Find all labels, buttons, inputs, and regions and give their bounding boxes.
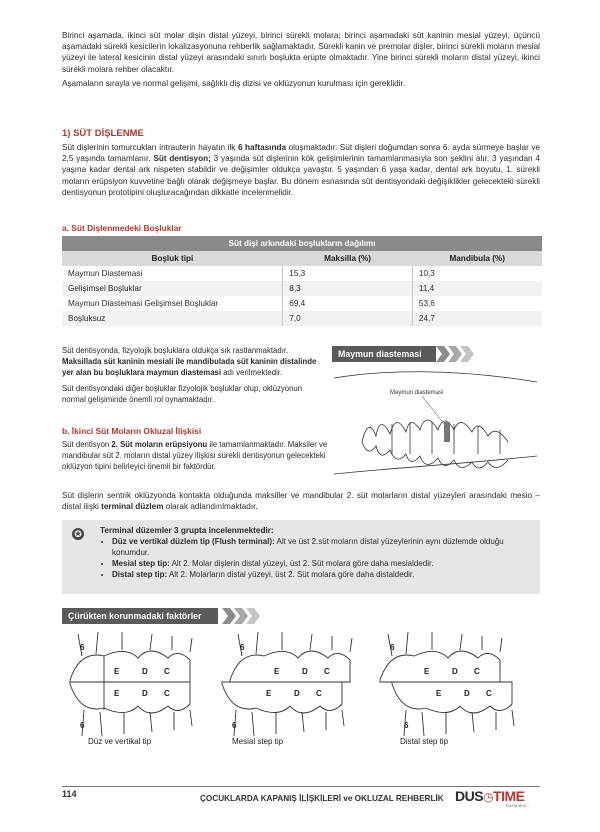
star-icon: ✪ — [72, 528, 84, 540]
tooth-label: D — [302, 667, 308, 676]
note-term: Distal step tip: — [112, 570, 168, 579]
tooth-label: 6 — [390, 643, 395, 652]
maymun-diastema-figure — [332, 364, 540, 482]
footer-divider — [62, 786, 540, 787]
section-heading: 1) SÜT DİŞLENME — [62, 128, 144, 139]
side-tail: adı verilmektedir. — [221, 367, 283, 377]
tooth-label: 6 — [232, 721, 237, 730]
tooth-label: E — [424, 667, 430, 676]
text-d: Süt dentisyon; — [153, 154, 211, 164]
side-text-1 — [62, 346, 324, 406]
table-cell: 24,7 — [412, 311, 542, 326]
logo-tagline: Kazandırır... — [506, 803, 531, 808]
note-desc: Alt 2. Molar dişlerin distal yüzeyi, üst 2. Süt molara göre daha mesialdedir. — [169, 559, 434, 568]
table-cell: 69,4 — [283, 296, 413, 311]
tooth-label: C — [164, 689, 170, 698]
side-text-2 — [62, 440, 330, 472]
banner-stripes-icon — [436, 346, 476, 362]
tooth-label: C — [164, 667, 170, 676]
note-term: Mesial step tip: — [112, 559, 170, 568]
tooth-label: D — [452, 667, 458, 676]
note-list — [100, 536, 542, 580]
side-paragraph-2: Süt dentisyondaki diğer boşluklar fizyolojik boşluklar olup, oklüzyonun normal gelişiminde önemli rol oynamaktadır. — [62, 384, 303, 405]
tooth-label: 6 — [80, 643, 85, 652]
tooth-label: E — [436, 689, 442, 698]
clock-icon: ◷ — [483, 790, 494, 804]
tooth-label: E — [114, 667, 120, 676]
side2-c: ile tamamlanmaktadır. Maksiler ve mandibular süt 2. moların distal yüzey ilişkisi sürekli dentisyonun gelecekteki oklüzyon tipini belirleyici önemli bir faktördür. — [62, 440, 328, 471]
subheading-a: a. Süt Dişlenmedeki Boşluklar — [62, 223, 182, 233]
note-box — [62, 520, 540, 594]
table-cell: 10,3 — [412, 266, 542, 281]
list-item — [112, 558, 542, 569]
text-e: 3 yaşında süt dişlerinin kök gelişimlerinin tamamlanmasıyla son şeklini alır. 3 yaşından 4 yaşına kadar dental ark nispeten stabildir ve değişimler oldukça yavaştır. 5 yaşından 6 yaşa kadar, dental ark boyutu, 1. sürekli moların erüpsiyon kuvvetine bağlı olarak değişmeye başlar. Bu dönem esnasında süt dentisyondaki değişiklikler gelecekteki sürekli dentisyonun prototipini oluşturacağından dikkatle incelenmelidir. — [62, 154, 540, 197]
side-line-1: Süt dentisyonda, fizyolojik boşluklara oldukça sık rastlanmaktadır. — [62, 346, 289, 355]
text-c: oluşmaktadır. Süt dişleri doğumdan sonra 6. ayda sürmeye başlar ve 2,5 yaşında tamamlanır. — [62, 143, 540, 164]
tooth-label: E — [114, 689, 120, 698]
subheading-b: b. İkinci Süt Moların Okluzal İlişkisi — [62, 426, 202, 436]
tooth-label: D — [294, 689, 300, 698]
figure-label: Maymun diastemasi — [390, 390, 444, 396]
tooth-label: 6 — [240, 643, 245, 652]
tooth-label: D — [142, 667, 148, 676]
footer-title: ÇOCUKLARDA KAPANIŞ İLİŞKİLERİ ve OKLUZAL REHBERLİK — [200, 794, 444, 803]
figure-banner-1: Maymun diastemasi — [332, 346, 436, 362]
tooth-label: C — [486, 689, 492, 698]
para-c: olarak adlandırılmaktadır. — [163, 502, 258, 512]
tooth-label: D — [142, 689, 148, 698]
table-cell: 53,6 — [412, 296, 542, 311]
table-row — [62, 266, 542, 281]
table-header: Boşluk tipi — [62, 251, 283, 266]
brand-logo — [455, 788, 525, 804]
figure-banner-2: Çürükten korunmadaki faktörler — [62, 608, 218, 624]
tooth-label: E — [266, 689, 272, 698]
intro-paragraph-2: Aşamaların sırayla ve normal gelişimi, sağlıklı diş dizisi ve oklüzyonun kurulması için gereklidir. — [62, 78, 406, 88]
table-cell: 7,0 — [283, 311, 413, 326]
note-desc: Alt 2. Molarların distal yüzeyi, üst 2. Süt molara göre daha distaldedir. — [167, 570, 415, 579]
intro-paragraph-1: Birinci aşamada, ikinci süt molar dişin distal yüzeyi, birinci sürekli molara; birinci aşamadaki süt kaninin mesial yüzeyi, üçüncü aşamadaki sürekli kesicilerin lokalizasyonuna rehberlik sağlamaktadır. Sürekli kanin ve premolar dişler, birinci sürekli moların mesial yüzeyi ile lateral kesicinin distal yüzeyi arasındaki sınırlı boşlukta erüpte olmaktadır. Yine birinci sürekli moların distal yüzeyi, ikinci sürekli molara rehber olacaktır. — [62, 31, 540, 74]
table-row — [62, 281, 542, 296]
table-cell: 15,3 — [283, 266, 413, 281]
page-number: 114 — [62, 789, 77, 799]
table-header: Mandibula (%) — [412, 251, 542, 266]
figure-caption: Düz ve vertikal tip — [88, 737, 152, 746]
terminal-plane-text — [62, 490, 540, 512]
logo-time: TIME — [493, 788, 525, 804]
figure-caption: Mesial step tip — [232, 737, 284, 746]
tooth-label: D — [464, 689, 470, 698]
note-term: Düz ve vertikal düzlem tip (Flush terminal): — [112, 537, 275, 546]
side2-b: 2. Süt moların erüpsiyonu — [111, 440, 208, 449]
para-a: Süt dişlerin sentrik oklüzyonda kontakta olduğunda maksiller ve mandibular 2. süt molarların distal yüzeyleri arasındaki mesio – distal ilişki — [62, 491, 540, 512]
table-cell: Maymun Diastemasi — [62, 266, 283, 281]
banner-stripes-icon — [222, 608, 262, 624]
list-item — [112, 569, 542, 580]
tooth-label: C — [316, 689, 322, 698]
text-b: 6 haftasında — [237, 143, 287, 152]
tooth-label: C — [474, 667, 480, 676]
figure-caption: Distal step tip — [400, 737, 449, 746]
table-caption: Süt dişi arkındaki boşlukların dağılımı — [62, 236, 542, 251]
table-row — [62, 311, 542, 326]
table-cell: 8,3 — [283, 281, 413, 296]
spacing-table — [62, 236, 542, 326]
tooth-label: E — [274, 667, 280, 676]
tooth-label: C — [324, 667, 330, 676]
table-header: Maksilla (%) — [283, 251, 413, 266]
section-text — [62, 142, 540, 198]
text-a: Süt dişlerinin tomurcukları intrauterin hayatın ilk — [62, 143, 238, 152]
table-cell: Maymun Diastemasi Gelişimsel Boşluklar — [62, 296, 283, 311]
tooth-label: 6 — [404, 721, 409, 730]
terminal-plane-figures — [62, 628, 540, 748]
tooth-label: 6 — [80, 721, 85, 730]
note-desc: Alt ve üst 2.süt moların distal yüzeylerinin aynı düzlemde olduğu konumdur. — [112, 537, 504, 557]
para-b: terminal düzlem — [101, 502, 164, 512]
table-cell: Boşluksuz — [62, 311, 283, 326]
table-cell: 11,4 — [412, 281, 542, 296]
list-item — [112, 536, 542, 558]
table-cell: Gelişimsel Boşluklar — [62, 281, 283, 296]
intro-block — [62, 30, 540, 89]
note-title: Terminal düzemler 3 grupta incelenmektedir: — [100, 526, 274, 535]
side-bold: Maksillada süt kaninin mesiali ile mandibulada süt kaninin distalinde yer alan bu boşluklara maymun diastemasi — [62, 356, 317, 377]
side2-a: Süt dentisyon — [62, 440, 112, 449]
logo-dus: DUS — [455, 788, 484, 804]
table-row — [62, 296, 542, 311]
